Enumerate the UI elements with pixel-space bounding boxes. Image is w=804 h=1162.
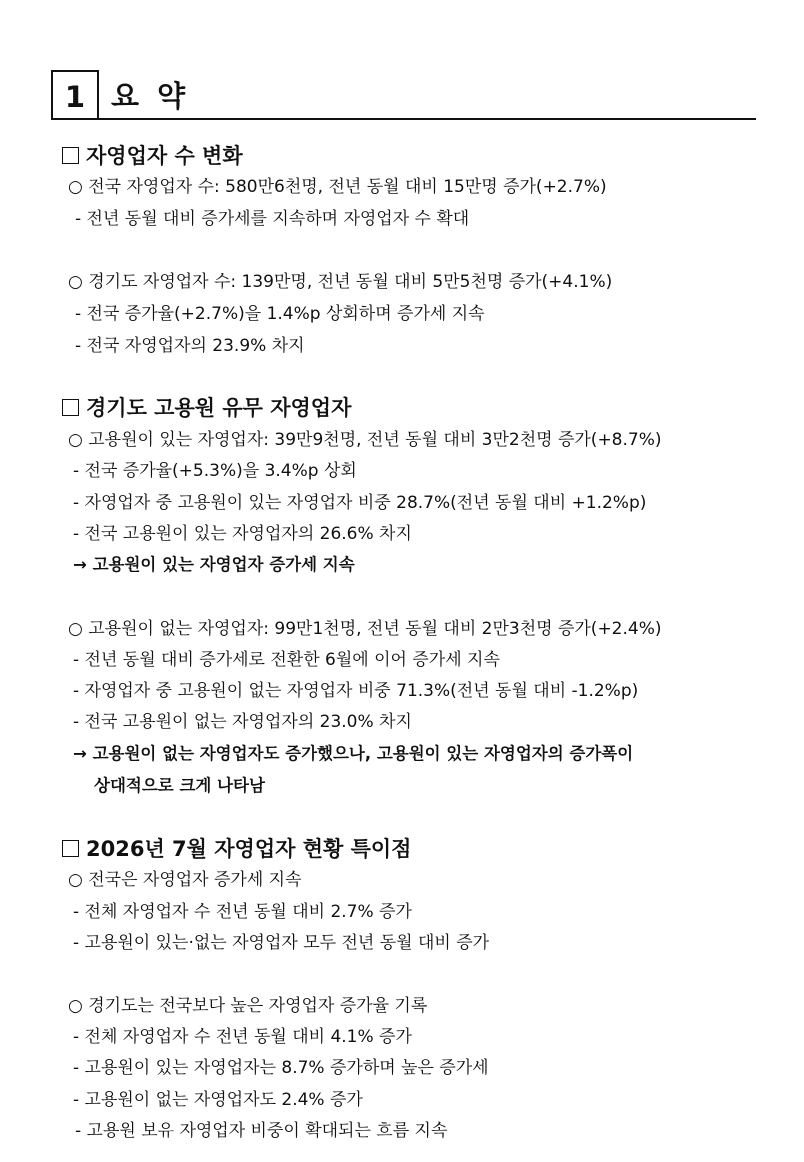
dash-line: - 전년 동월 대비 증가세를 지속하며 자영업자 수 확대 bbox=[75, 209, 470, 229]
subsection-heading-1: 자영업자 수 변화 bbox=[62, 140, 243, 170]
bullet-line: ○ 경기도 자영업자 수: 139만명, 전년 동월 대비 5만5천명 증가(+4.1%) bbox=[68, 272, 613, 292]
dash-line: - 전체 자영업자 수 전년 동월 대비 4.1% 증가 bbox=[73, 1027, 412, 1047]
checkbox-square-icon bbox=[62, 840, 79, 857]
conclusion-line: → 고용원이 있는 자영업자 증가세 지속 bbox=[73, 555, 355, 574]
conclusion-line: → 고용원이 없는 자영업자도 증가했으나, 고용원이 있는 자영업자의 증가폭이 bbox=[73, 744, 634, 763]
dash-line: - 전국 고용원이 없는 자영업자의 23.0% 차지 bbox=[73, 712, 412, 732]
dash-line: - 고용원이 없는 자영업자도 2.4% 증가 bbox=[73, 1090, 363, 1110]
subsection-heading-2: 경기도 고용원 유무 자영업자 bbox=[62, 392, 351, 422]
section-number: 1 bbox=[51, 70, 99, 118]
checkbox-square-icon bbox=[62, 147, 79, 164]
dash-line: - 전국 고용원이 있는 자영업자의 26.6% 차지 bbox=[73, 524, 412, 544]
dash-line: - 자영업자 중 고용원이 있는 자영업자 비중 28.7%(전년 동월 대비 +1.2%p) bbox=[73, 493, 647, 513]
dash-line: - 자영업자 중 고용원이 없는 자영업자 비중 71.3%(전년 동월 대비 -1.2%p) bbox=[73, 681, 639, 701]
dash-line: - 고용원 보유 자영업자 비중이 확대되는 흐름 지속 bbox=[75, 1121, 448, 1141]
bullet-line: ○ 고용원이 있는 자영업자: 39만9천명, 전년 동월 대비 3만2천명 증가(+8.7%) bbox=[68, 430, 662, 450]
bullet-line: ○ 경기도는 전국보다 높은 자영업자 증가율 기록 bbox=[68, 996, 428, 1016]
dash-line: - 전국 증가율(+5.3%)을 3.4%p 상회 bbox=[73, 461, 357, 481]
bullet-line: ○ 전국 자영업자 수: 580만6천명, 전년 동월 대비 15만명 증가(+2.7%) bbox=[68, 177, 607, 197]
section-title: 요 약 bbox=[111, 79, 190, 113]
dash-line: - 전국 자영업자의 23.9% 차지 bbox=[75, 336, 305, 356]
subsection-heading-3: 2026년 7월 자영업자 현황 특이점 bbox=[62, 833, 411, 863]
bullet-line: ○ 전국은 자영업자 증가세 지속 bbox=[68, 870, 302, 890]
conclusion-line-continued: 상대적으로 크게 나타남 bbox=[94, 776, 265, 795]
section-header bbox=[51, 70, 756, 120]
dash-line: - 전국 증가율(+2.7%)을 1.4%p 상회하며 증가세 지속 bbox=[75, 304, 485, 324]
dash-line: - 고용원이 있는 자영업자는 8.7% 증가하며 높은 증가세 bbox=[73, 1058, 489, 1078]
dash-line: - 고용원이 있는·없는 자영업자 모두 전년 동월 대비 증가 bbox=[73, 933, 490, 953]
dash-line: - 전년 동월 대비 증가세로 전환한 6월에 이어 증가세 지속 bbox=[73, 650, 500, 670]
dash-line: - 전체 자영업자 수 전년 동월 대비 2.7% 증가 bbox=[73, 902, 412, 922]
bullet-line: ○ 고용원이 없는 자영업자: 99만1천명, 전년 동월 대비 2만3천명 증가(+2.4%) bbox=[68, 619, 662, 639]
checkbox-square-icon bbox=[62, 399, 79, 416]
